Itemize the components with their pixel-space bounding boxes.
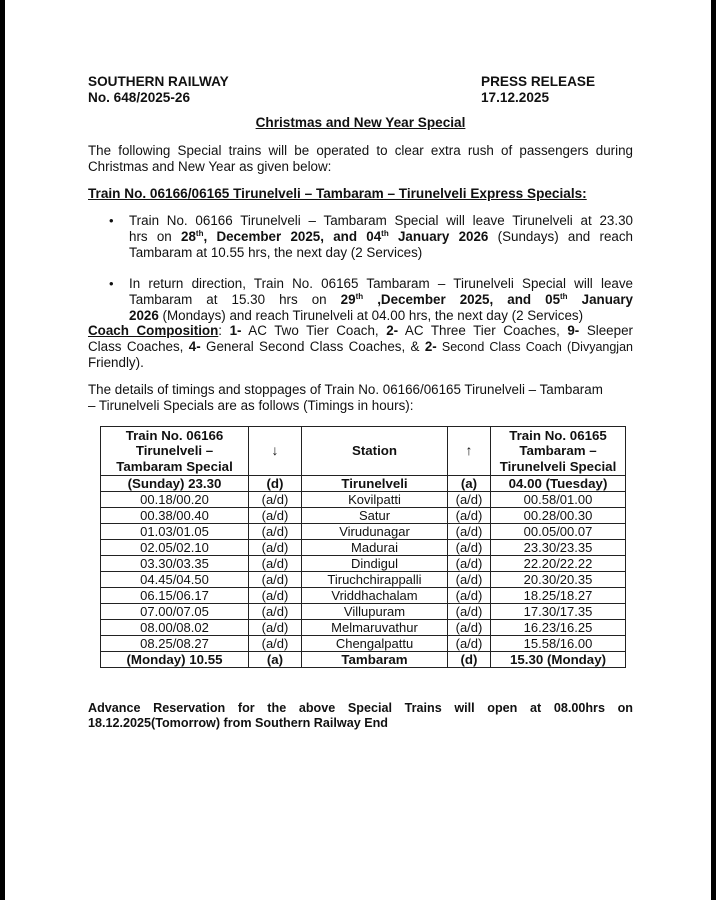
down-time: (Sunday) 23.30	[101, 476, 249, 492]
header-up-arrow	[448, 427, 491, 476]
date-text: ,December 2025, and 05	[363, 292, 561, 307]
ordinal: th	[381, 229, 389, 238]
up-flag: (a/d)	[448, 588, 491, 604]
up-time: 00.58/01.00	[491, 492, 626, 508]
up-flag: (a/d)	[448, 540, 491, 556]
bullet-dot-icon: •	[109, 276, 114, 291]
intro-line-2: Christmas and New Year as given below:	[88, 159, 332, 174]
up-flag: (a/d)	[448, 524, 491, 540]
coach-line-2	[88, 339, 633, 355]
table-row	[101, 604, 626, 620]
header-station: Station	[302, 427, 448, 476]
down-flag: (a/d)	[249, 620, 302, 636]
table-header-row	[101, 427, 626, 476]
press-release-page	[5, 0, 711, 900]
table-row	[101, 572, 626, 588]
up-flag: (a/d)	[448, 572, 491, 588]
header-text: Tirunelveli Special	[499, 458, 617, 474]
details-line-1: The details of timings and stoppages of Train No. 06166/06165 Tirunelveli – Tambaram	[88, 382, 603, 397]
up-flag: (a/d)	[448, 620, 491, 636]
details-line-2: – Tirunelveli Specials are as follows (Timings in hours):	[88, 398, 414, 413]
down-flag: (a/d)	[249, 508, 302, 524]
coach-line-1: Coach Composition: 1- AC Two Tier Coach, 2- AC Three Tier Coaches, 9- Sleeper	[88, 323, 633, 338]
table-row	[101, 492, 626, 508]
timetable	[100, 426, 626, 668]
advance-reservation-note	[88, 701, 633, 731]
down-time: 04.45/04.50	[101, 572, 249, 588]
text: Tambaram at 15.30 hrs on	[129, 292, 341, 307]
up-flag: (d)	[448, 652, 491, 668]
header-text: Tambaram –	[519, 443, 597, 459]
header-text: Train No. 06166	[125, 427, 224, 443]
up-flag: (a/d)	[448, 508, 491, 524]
station-name: Villupuram	[302, 604, 448, 620]
table-row	[101, 508, 626, 524]
details-paragraph	[88, 382, 633, 414]
station-name: Dindigul	[302, 556, 448, 572]
reference-number: No. 648/2025-26	[88, 90, 191, 105]
header-text: Tirunelveli –	[135, 443, 214, 459]
table-row	[101, 636, 626, 652]
date-text: January 2026	[388, 229, 489, 244]
coach-line-3: Friendly).	[88, 355, 144, 370]
bullet-2-line-2	[129, 292, 633, 308]
count: 9-	[567, 323, 580, 338]
down-time: 08.00/08.02	[101, 620, 249, 636]
ordinal: th	[560, 292, 568, 301]
header-text: Train No. 06165	[509, 427, 607, 443]
date-text: January	[567, 292, 633, 307]
text: General Second Class Coaches, &	[200, 339, 425, 354]
org-name: SOUTHERN RAILWAY	[88, 74, 229, 89]
bullet-1-line-1: Train No. 06166 Tirunelveli – Tambaram Special will leave Tirunelveli at 23.30	[129, 213, 633, 228]
table-row	[101, 588, 626, 604]
train-heading: Train No. 06166/06165 Tirunelveli – Tambaram – Tirunelveli Express Specials:	[88, 186, 587, 201]
station-name: Tambaram	[302, 652, 448, 668]
station-name: Vriddhachalam	[302, 588, 448, 604]
station-name: Kovilpatti	[302, 492, 448, 508]
count: 2-	[386, 323, 399, 338]
up-flag: (a)	[448, 476, 491, 492]
header-up-train	[491, 427, 626, 476]
header-down-arrow	[249, 427, 302, 476]
bullet-2-line-1: In return direction, Train No. 06165 Tambaram – Tirunelveli Special will leave	[129, 276, 633, 291]
table-row	[101, 556, 626, 572]
count: 4-	[188, 339, 201, 354]
down-time: 08.25/08.27	[101, 636, 249, 652]
up-time: 16.23/16.25	[491, 620, 626, 636]
bullet-2-line-3	[129, 308, 633, 324]
bullet-1-line-3: Tambaram at 10.55 hrs, the next day (2 Services)	[129, 245, 423, 260]
up-time: 18.25/18.27	[491, 588, 626, 604]
down-flag: (a/d)	[249, 636, 302, 652]
table-row	[101, 476, 626, 492]
header-down-train	[101, 427, 249, 476]
down-flag: (a/d)	[249, 556, 302, 572]
count: 1-	[229, 323, 242, 338]
down-time: 03.30/03.35	[101, 556, 249, 572]
ordinal: th	[355, 292, 364, 301]
up-flag: (a/d)	[448, 604, 491, 620]
ordinal: th	[195, 229, 204, 238]
advance-line-2: 18.12.2025(Tomorrow) from Southern Railway End	[88, 716, 388, 730]
down-time: 02.05/02.10	[101, 540, 249, 556]
down-flag: (a)	[249, 652, 302, 668]
up-flag: (a/d)	[448, 636, 491, 652]
up-time: 00.28/00.30	[491, 508, 626, 524]
down-flag: (a/d)	[249, 540, 302, 556]
coach-composition-label: Coach Composition	[88, 323, 219, 338]
station-name: Satur	[302, 508, 448, 524]
text: Sleeper	[579, 323, 633, 338]
up-time: 00.05/00.07	[491, 524, 626, 540]
down-flag: (a/d)	[249, 604, 302, 620]
up-flag: (a/d)	[448, 492, 491, 508]
intro-paragraph	[88, 143, 633, 175]
down-time: 00.18/00.20	[101, 492, 249, 508]
advance-line-1: Advance Reservation for the above Special Trains will open at 08.00hrs on	[88, 701, 633, 715]
date-day: 29	[340, 292, 356, 307]
up-time: 15.30 (Monday)	[491, 652, 626, 668]
text: hrs on	[129, 229, 181, 244]
bullet-item-06165	[88, 276, 633, 324]
down-flag: (a/d)	[249, 524, 302, 540]
station-name: Tiruchchirappalli	[302, 572, 448, 588]
count: 2-	[424, 339, 437, 354]
table-row	[101, 620, 626, 636]
year-text: 2026	[129, 308, 159, 323]
text: AC Two Tier Coach,	[241, 323, 387, 338]
intro-line-1: The following Special trains will be operated to clear extra rush of passengers during	[88, 143, 633, 158]
header-text: Tambaram Special	[116, 458, 233, 474]
doc-type: PRESS RELEASE	[481, 74, 596, 89]
down-time: 07.00/07.05	[101, 604, 249, 620]
up-time: 23.30/23.35	[491, 540, 626, 556]
up-time: 04.00 (Tuesday)	[491, 476, 626, 492]
station-name: Melmaruvathur	[302, 620, 448, 636]
table-row	[101, 540, 626, 556]
bullet-1-line-2	[129, 229, 633, 245]
up-time: 20.30/20.35	[491, 572, 626, 588]
up-time: 15.58/16.00	[491, 636, 626, 652]
down-flag: (a/d)	[249, 572, 302, 588]
date-day: 28	[181, 229, 196, 244]
text: AC Three Tier Coaches,	[398, 323, 568, 338]
arrow-down-icon: ↓	[271, 442, 279, 459]
page-title: Christmas and New Year Special	[255, 115, 466, 130]
station-name: Virudunagar	[302, 524, 448, 540]
down-time: 01.03/01.05	[101, 524, 249, 540]
text: Second Class Coach (Divyangjan	[436, 340, 633, 354]
text: (Sundays) and reach	[488, 229, 633, 244]
station-name: Madurai	[302, 540, 448, 556]
table-row	[101, 524, 626, 540]
up-time: 22.20/22.22	[491, 556, 626, 572]
date-text: , December 2025, and 04	[203, 229, 382, 244]
bullet-dot-icon: •	[109, 213, 114, 228]
station-name: Chengalpattu	[302, 636, 448, 652]
down-time: 06.15/06.17	[101, 588, 249, 604]
arrow-up-icon: ↑	[465, 442, 473, 459]
station-name: Tirunelveli	[302, 476, 448, 492]
release-date: 17.12.2025	[481, 90, 550, 105]
text: Class Coaches,	[88, 339, 189, 354]
text: (Mondays) and reach Tirunelveli at 04.00 hrs, the next day (2 Services)	[158, 308, 584, 323]
down-time: 00.38/00.40	[101, 508, 249, 524]
table-row	[101, 652, 626, 668]
up-flag: (a/d)	[448, 556, 491, 572]
coach-composition	[88, 323, 633, 371]
down-flag: (d)	[249, 476, 302, 492]
down-time: (Monday) 10.55	[101, 652, 249, 668]
down-flag: (a/d)	[249, 588, 302, 604]
down-flag: (a/d)	[249, 492, 302, 508]
bullet-item-06166	[88, 213, 633, 261]
up-time: 17.30/17.35	[491, 604, 626, 620]
